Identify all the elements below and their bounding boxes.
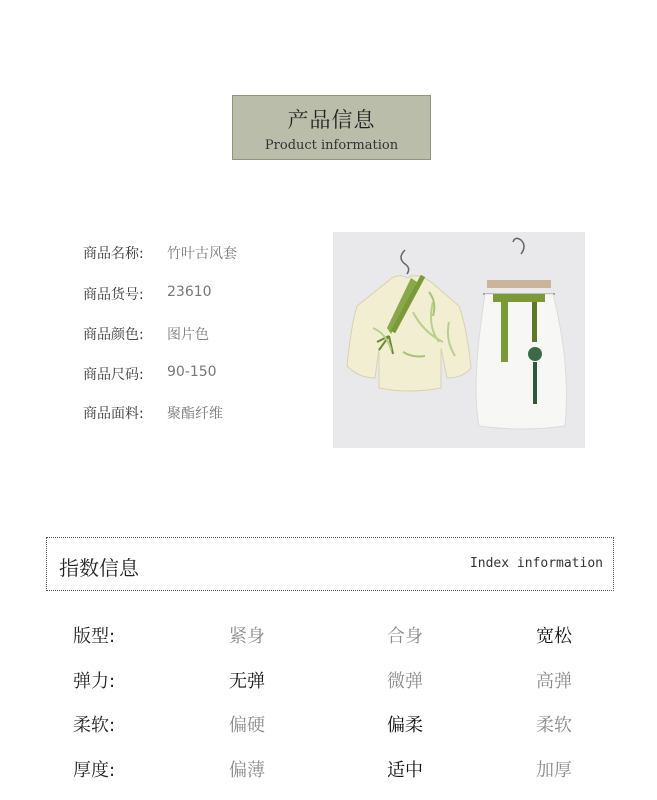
info-value: 图片色 (167, 327, 209, 343)
product-info-title: 产品信息 (287, 108, 376, 132)
index-option: 柔软 (536, 715, 572, 736)
index-option: 高弹 (536, 671, 572, 692)
product-info-subtitle: Product information (264, 138, 399, 153)
info-value: 竹叶古风套 (167, 246, 237, 262)
index-row-fit (0, 622, 657, 652)
index-row-softness (0, 711, 657, 741)
index-label: 弹力: (73, 671, 116, 692)
product-photo (333, 232, 585, 448)
info-row-fabric (83, 403, 223, 423)
index-option: 合身 (387, 626, 423, 647)
index-info-header (46, 537, 614, 591)
index-info-title: 指数信息 (59, 556, 139, 580)
index-info-subtitle: Index information (469, 556, 603, 571)
index-label: 厚度: (73, 760, 116, 781)
info-label: 商品名称: (83, 246, 144, 262)
index-option: 微弹 (387, 671, 423, 692)
index-row-elasticity (0, 667, 657, 697)
index-option-selected: 适中 (387, 760, 423, 781)
index-option: 紧身 (229, 626, 265, 647)
info-label: 商品尺码: (83, 367, 144, 383)
index-row-thickness (0, 756, 657, 786)
info-row-size (83, 364, 217, 384)
info-label: 商品货号: (83, 287, 144, 303)
info-label: 商品颜色: (83, 327, 144, 343)
info-value: 23610 (167, 284, 212, 300)
info-row-sku (83, 284, 212, 304)
info-value: 90-150 (167, 364, 217, 380)
index-option-selected: 无弹 (229, 671, 265, 692)
index-option-selected: 宽松 (536, 626, 572, 647)
info-label: 商品面料: (83, 406, 144, 422)
info-row-color (83, 324, 209, 344)
index-option: 加厚 (536, 760, 572, 781)
index-label: 柔软: (73, 715, 116, 736)
index-label: 版型: (73, 626, 116, 647)
info-row-name (83, 243, 237, 263)
index-option: 偏薄 (229, 760, 265, 781)
index-option-selected: 偏柔 (387, 715, 423, 736)
index-option: 偏硬 (229, 715, 265, 736)
product-info-title-box (232, 95, 431, 160)
info-value: 聚酯纤维 (167, 406, 223, 422)
